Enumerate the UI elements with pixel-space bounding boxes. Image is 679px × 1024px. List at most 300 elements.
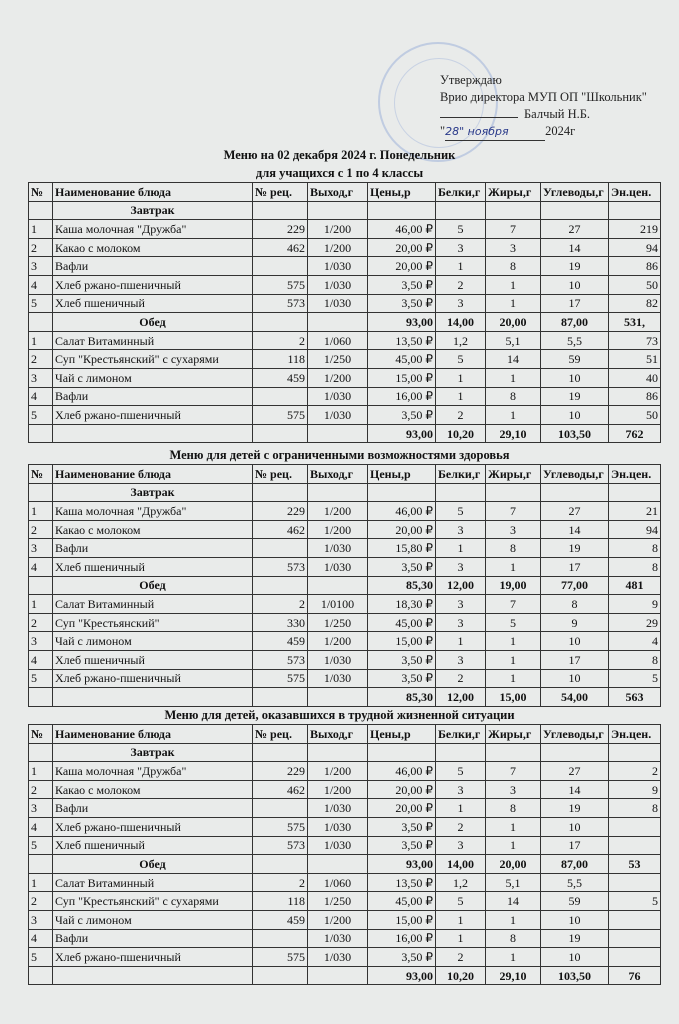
table-cell: 1/030	[308, 799, 368, 818]
table-cell: 14	[541, 238, 609, 257]
table-cell: 86	[609, 257, 661, 276]
total-cell: 87,00	[541, 855, 609, 874]
table-cell: 19	[541, 929, 609, 948]
table-header-row	[29, 465, 661, 484]
table-cell: 3	[436, 595, 486, 614]
table-row	[29, 910, 661, 929]
table-cell: 8	[609, 799, 661, 818]
table-cell: Хлеб пшеничный	[53, 557, 253, 576]
table-cell: 3	[436, 238, 486, 257]
approval-signer-row	[440, 106, 647, 123]
table-cell: Суп "Крестьянский" с сухарями	[53, 892, 253, 911]
table-cell: 10	[541, 910, 609, 929]
table-cell: Какао с молоком	[53, 238, 253, 257]
table-cell: 1	[486, 632, 541, 651]
table-cell: 7	[486, 220, 541, 239]
total-cell: 12,00	[436, 576, 486, 595]
table-cell: 3,50 ₽	[368, 948, 436, 967]
table-cell: 3	[486, 520, 541, 539]
column-header: Углеводы,г	[541, 465, 609, 484]
total-cell: 76	[609, 966, 661, 985]
table-cell: Хлеб ржано-пшеничный	[53, 817, 253, 836]
approval-signer: Балчый Н.Б.	[524, 107, 591, 121]
table-cell: 8	[486, 929, 541, 948]
column-header: Эн.цен.	[609, 465, 661, 484]
table-cell: 3	[29, 257, 53, 276]
table-cell: 3,50 ₽	[368, 817, 436, 836]
column-header: Белки,г	[436, 465, 486, 484]
table-cell: 3	[436, 613, 486, 632]
table-cell: 5	[436, 220, 486, 239]
table-cell: 1,2	[436, 331, 486, 350]
table-cell	[253, 799, 308, 818]
empty-cell	[29, 855, 53, 874]
table-row	[29, 650, 661, 669]
table-cell: 94	[609, 238, 661, 257]
table-cell: 50	[609, 406, 661, 425]
total-row	[29, 855, 661, 874]
total-row	[29, 576, 661, 595]
table-cell: 20,00 ₽	[368, 799, 436, 818]
approval-block	[440, 72, 647, 141]
table-cell: 1/030	[308, 669, 368, 688]
table-cell: 2	[29, 520, 53, 539]
table-cell: 5,5	[541, 873, 609, 892]
table-row	[29, 595, 661, 614]
total-cell: 93,00	[368, 424, 436, 443]
table-cell: 229	[253, 762, 308, 781]
table-cell: Какао с молоком	[53, 520, 253, 539]
total-cell: 77,00	[541, 576, 609, 595]
table-cell: 20,00 ₽	[368, 780, 436, 799]
table-row	[29, 780, 661, 799]
table-cell: 14	[541, 780, 609, 799]
table-cell: 2	[29, 613, 53, 632]
table-cell	[609, 817, 661, 836]
meal-label: Завтрак	[53, 201, 253, 220]
table-cell: 2	[436, 817, 486, 836]
table-cell: Каша молочная "Дружба"	[53, 502, 253, 521]
table-row	[29, 613, 661, 632]
table-cell: 3	[486, 238, 541, 257]
empty-cell	[253, 483, 308, 502]
empty-cell	[436, 743, 486, 762]
section2-title: Меню для детей с ограниченными возможностями здоровья	[169, 448, 510, 462]
table-cell: 462	[253, 780, 308, 799]
date-quote: "	[440, 124, 446, 138]
empty-cell	[308, 201, 368, 220]
table-cell: 1/200	[308, 220, 368, 239]
total-cell: 10,20	[436, 966, 486, 985]
empty-cell	[29, 743, 53, 762]
table-cell: 3,50 ₽	[368, 294, 436, 313]
total-row	[29, 688, 661, 707]
table-row	[29, 238, 661, 257]
table-cell: 2	[436, 406, 486, 425]
total-cell: 12,00	[436, 688, 486, 707]
table-cell: 3	[436, 836, 486, 855]
column-header: Белки,г	[436, 183, 486, 202]
table-cell: 1	[436, 257, 486, 276]
section3-title: Меню для детей, оказавшихся в трудной жизненной ситуации	[164, 708, 515, 722]
column-header: Выход,г	[308, 465, 368, 484]
table-cell: 46,00 ₽	[368, 220, 436, 239]
menu-title: Меню на 02 декабря 2024 г. Понедельник	[223, 148, 456, 162]
table-cell: 15,00 ₽	[368, 910, 436, 929]
table-cell: Чай с лимоном	[53, 632, 253, 651]
total-cell: 14,00	[436, 313, 486, 332]
table-cell: 15,80 ₽	[368, 539, 436, 558]
table-cell: 10	[541, 948, 609, 967]
empty-cell	[253, 576, 308, 595]
total-cell: 53	[609, 855, 661, 874]
table-cell: 459	[253, 910, 308, 929]
table-row	[29, 520, 661, 539]
empty-cell	[253, 966, 308, 985]
empty-cell	[308, 483, 368, 502]
empty-cell	[609, 743, 661, 762]
table-cell: 1	[29, 331, 53, 350]
table-cell: 1	[486, 948, 541, 967]
table-cell: 1	[29, 595, 53, 614]
empty-cell	[436, 483, 486, 502]
table-cell: 10	[541, 817, 609, 836]
table-cell: 2	[29, 238, 53, 257]
column-header: Цены,р	[368, 465, 436, 484]
table-cell: 1/250	[308, 350, 368, 369]
table-cell: 20,00 ₽	[368, 257, 436, 276]
table-cell: 1/030	[308, 557, 368, 576]
table-cell: 219	[609, 220, 661, 239]
table-cell: 59	[541, 892, 609, 911]
table-cell: 1	[486, 557, 541, 576]
table-cell: 45,00 ₽	[368, 350, 436, 369]
table-cell: Хлеб ржано-пшеничный	[53, 406, 253, 425]
empty-cell	[541, 201, 609, 220]
total-cell: 20,00	[486, 313, 541, 332]
empty-cell	[541, 483, 609, 502]
approval-year: 2024г	[545, 124, 576, 138]
table-cell: 73	[609, 331, 661, 350]
table-cell: 59	[541, 350, 609, 369]
table-cell: 1/030	[308, 406, 368, 425]
total-cell: 93,00	[368, 966, 436, 985]
table-cell: Хлеб пшеничный	[53, 650, 253, 669]
column-header: № рец.	[253, 183, 308, 202]
total-cell: 87,00	[541, 313, 609, 332]
column-header: №	[29, 725, 53, 744]
table-cell: 2	[253, 595, 308, 614]
table-cell: 10	[541, 406, 609, 425]
table-cell: 462	[253, 520, 308, 539]
approval-date-hand: 28" ноября	[445, 123, 545, 141]
empty-cell	[29, 966, 53, 985]
menu-table-primary	[28, 182, 661, 443]
total-cell: 563	[609, 688, 661, 707]
table-cell: 21	[609, 502, 661, 521]
table-cell: 3	[29, 632, 53, 651]
table-cell: 3,50 ₽	[368, 669, 436, 688]
signature	[440, 117, 518, 118]
empty-cell	[253, 424, 308, 443]
menu-table-limited-health	[28, 464, 661, 707]
table-cell: 16,00 ₽	[368, 929, 436, 948]
table-cell: 1/250	[308, 613, 368, 632]
empty-cell	[53, 424, 253, 443]
table-header-row	[29, 183, 661, 202]
approval-date-row	[440, 123, 647, 141]
empty-cell	[253, 743, 308, 762]
meal-section-row	[29, 483, 661, 502]
table-cell: 1/200	[308, 762, 368, 781]
empty-cell	[368, 743, 436, 762]
total-cell: 54,00	[541, 688, 609, 707]
table-cell: 2	[253, 873, 308, 892]
table-cell: 1/030	[308, 275, 368, 294]
meal-label: Обед	[53, 576, 253, 595]
empty-cell	[29, 688, 53, 707]
total-cell: 29,10	[486, 966, 541, 985]
table-cell: Каша молочная "Дружба"	[53, 762, 253, 781]
table-cell: 1/030	[308, 836, 368, 855]
table-cell: Салат Витаминный	[53, 595, 253, 614]
empty-cell	[253, 688, 308, 707]
table-cell: 1/250	[308, 892, 368, 911]
table-cell	[609, 836, 661, 855]
table-cell: 20,00 ₽	[368, 520, 436, 539]
table-cell: 19	[541, 387, 609, 406]
column-header: Углеводы,г	[541, 725, 609, 744]
table-cell: 7	[486, 595, 541, 614]
empty-cell	[308, 966, 368, 985]
total-row	[29, 313, 661, 332]
table-cell: 19	[541, 257, 609, 276]
column-header: Углеводы,г	[541, 183, 609, 202]
table-cell: 1/200	[308, 910, 368, 929]
table-cell: 1/200	[308, 632, 368, 651]
table-cell: 229	[253, 502, 308, 521]
table-cell: Хлеб ржано-пшеничный	[53, 948, 253, 967]
table-cell: 1,2	[436, 873, 486, 892]
table-cell: 1	[29, 502, 53, 521]
empty-cell	[308, 313, 368, 332]
table-cell: 13,50 ₽	[368, 873, 436, 892]
table-cell: Вафли	[53, 387, 253, 406]
table-cell: 3	[436, 780, 486, 799]
table-cell: 29	[609, 613, 661, 632]
empty-cell	[609, 201, 661, 220]
table-cell: 2	[436, 948, 486, 967]
table-cell: 7	[486, 762, 541, 781]
table-cell: Суп "Крестьянский" с сухарями	[53, 350, 253, 369]
table-cell: 1/060	[308, 331, 368, 350]
column-header: Жиры,г	[486, 725, 541, 744]
table-cell: 1/030	[308, 929, 368, 948]
column-header: Эн.цен.	[609, 725, 661, 744]
table-cell: 459	[253, 632, 308, 651]
table-cell: 1	[29, 220, 53, 239]
table-cell: 5,1	[486, 331, 541, 350]
total-cell: 19,00	[486, 576, 541, 595]
table-cell: Вафли	[53, 799, 253, 818]
table-cell: 1	[486, 669, 541, 688]
table-cell: 5	[29, 406, 53, 425]
table-cell: 3,50 ₽	[368, 557, 436, 576]
empty-cell	[308, 855, 368, 874]
empty-cell	[253, 855, 308, 874]
approval-line2: Врио директора МУП ОП "Школьник"	[440, 90, 647, 104]
table-cell: 3,50 ₽	[368, 406, 436, 425]
table-cell: 575	[253, 406, 308, 425]
meal-label: Завтрак	[53, 483, 253, 502]
table-cell: 330	[253, 613, 308, 632]
table-cell: 3	[436, 557, 486, 576]
empty-cell	[609, 483, 661, 502]
table-cell: 3	[436, 650, 486, 669]
table-cell: 1	[486, 368, 541, 387]
table-cell	[253, 257, 308, 276]
empty-cell	[53, 966, 253, 985]
table-cell	[253, 929, 308, 948]
table-row	[29, 502, 661, 521]
table-row	[29, 557, 661, 576]
table-cell: 3	[486, 780, 541, 799]
table-row	[29, 762, 661, 781]
column-header: Выход,г	[308, 183, 368, 202]
table-row	[29, 873, 661, 892]
column-header: Жиры,г	[486, 465, 541, 484]
table-cell: 19	[541, 799, 609, 818]
table-cell: 1/200	[308, 780, 368, 799]
total-cell: 531,	[609, 313, 661, 332]
table-cell: 1/200	[308, 502, 368, 521]
table-cell: 17	[541, 557, 609, 576]
total-row	[29, 966, 661, 985]
table-cell: 3	[29, 799, 53, 818]
table-header-row	[29, 725, 661, 744]
empty-cell	[29, 313, 53, 332]
table-cell: Суп "Крестьянский"	[53, 613, 253, 632]
table-cell: 3	[29, 368, 53, 387]
table-cell: 5	[436, 350, 486, 369]
table-cell: 16,00 ₽	[368, 387, 436, 406]
table-cell: 14	[486, 350, 541, 369]
table-cell: 1	[486, 294, 541, 313]
table-cell: 5	[486, 613, 541, 632]
table-cell: 51	[609, 350, 661, 369]
table-cell: Хлеб пшеничный	[53, 836, 253, 855]
table-cell: 17	[541, 650, 609, 669]
table-cell: 2	[609, 762, 661, 781]
table-cell: 14	[541, 520, 609, 539]
table-cell: 1	[436, 368, 486, 387]
table-cell: 4	[29, 817, 53, 836]
total-cell: 103,50	[541, 424, 609, 443]
table-cell: 8	[486, 387, 541, 406]
table-cell: 2	[29, 350, 53, 369]
table-cell: 573	[253, 650, 308, 669]
table-cell: Хлеб ржано-пшеничный	[53, 275, 253, 294]
table-cell: 1	[436, 910, 486, 929]
table-cell: 17	[541, 836, 609, 855]
table-cell	[609, 873, 661, 892]
table-cell: 1	[486, 275, 541, 294]
table-cell: 13,50 ₽	[368, 331, 436, 350]
table-cell: 1	[436, 799, 486, 818]
table-cell: 10	[541, 632, 609, 651]
table-cell: 10	[541, 669, 609, 688]
total-cell: 93,00	[368, 855, 436, 874]
table-cell: 575	[253, 275, 308, 294]
table-cell: 1	[486, 650, 541, 669]
total-cell: 15,00	[486, 688, 541, 707]
table-row	[29, 220, 661, 239]
empty-cell	[29, 424, 53, 443]
table-row	[29, 669, 661, 688]
table-row	[29, 539, 661, 558]
column-header: Выход,г	[308, 725, 368, 744]
total-cell: 85,30	[368, 576, 436, 595]
table-cell: Хлеб пшеничный	[53, 294, 253, 313]
table-cell: 1	[486, 817, 541, 836]
meal-label: Обед	[53, 313, 253, 332]
table-cell: 50	[609, 275, 661, 294]
table-cell: 2	[29, 780, 53, 799]
empty-cell	[308, 576, 368, 595]
total-cell: 14,00	[436, 855, 486, 874]
table-row	[29, 836, 661, 855]
empty-cell	[486, 743, 541, 762]
column-header: Наименование блюда	[53, 725, 253, 744]
empty-cell	[541, 743, 609, 762]
empty-cell	[29, 576, 53, 595]
table-cell: 575	[253, 669, 308, 688]
table-cell: 7	[486, 502, 541, 521]
meal-section-row	[29, 743, 661, 762]
empty-cell	[308, 424, 368, 443]
table-cell: 229	[253, 220, 308, 239]
table-row	[29, 275, 661, 294]
table-cell	[609, 910, 661, 929]
table-cell: 8	[486, 257, 541, 276]
table-cell: 1/030	[308, 257, 368, 276]
table-cell: 1/030	[308, 387, 368, 406]
total-cell: 85,30	[368, 688, 436, 707]
table-cell: 5	[436, 892, 486, 911]
table-cell: 573	[253, 836, 308, 855]
empty-cell	[436, 201, 486, 220]
total-cell: 29,10	[486, 424, 541, 443]
table-cell: 1/200	[308, 238, 368, 257]
table-cell: 15,00 ₽	[368, 368, 436, 387]
total-cell: 20,00	[486, 855, 541, 874]
table-cell: 1	[436, 929, 486, 948]
table-cell: 575	[253, 817, 308, 836]
table-cell: Чай с лимоном	[53, 910, 253, 929]
table-row	[29, 368, 661, 387]
table-cell: 5,5	[541, 331, 609, 350]
table-cell: 1	[436, 632, 486, 651]
table-cell: 462	[253, 238, 308, 257]
table-cell: 3,50 ₽	[368, 275, 436, 294]
table-cell: Чай с лимоном	[53, 368, 253, 387]
table-cell: 27	[541, 502, 609, 521]
total-cell: 481	[609, 576, 661, 595]
table-row	[29, 257, 661, 276]
table-cell: 8	[609, 539, 661, 558]
table-row	[29, 948, 661, 967]
table-cell: 5	[609, 892, 661, 911]
